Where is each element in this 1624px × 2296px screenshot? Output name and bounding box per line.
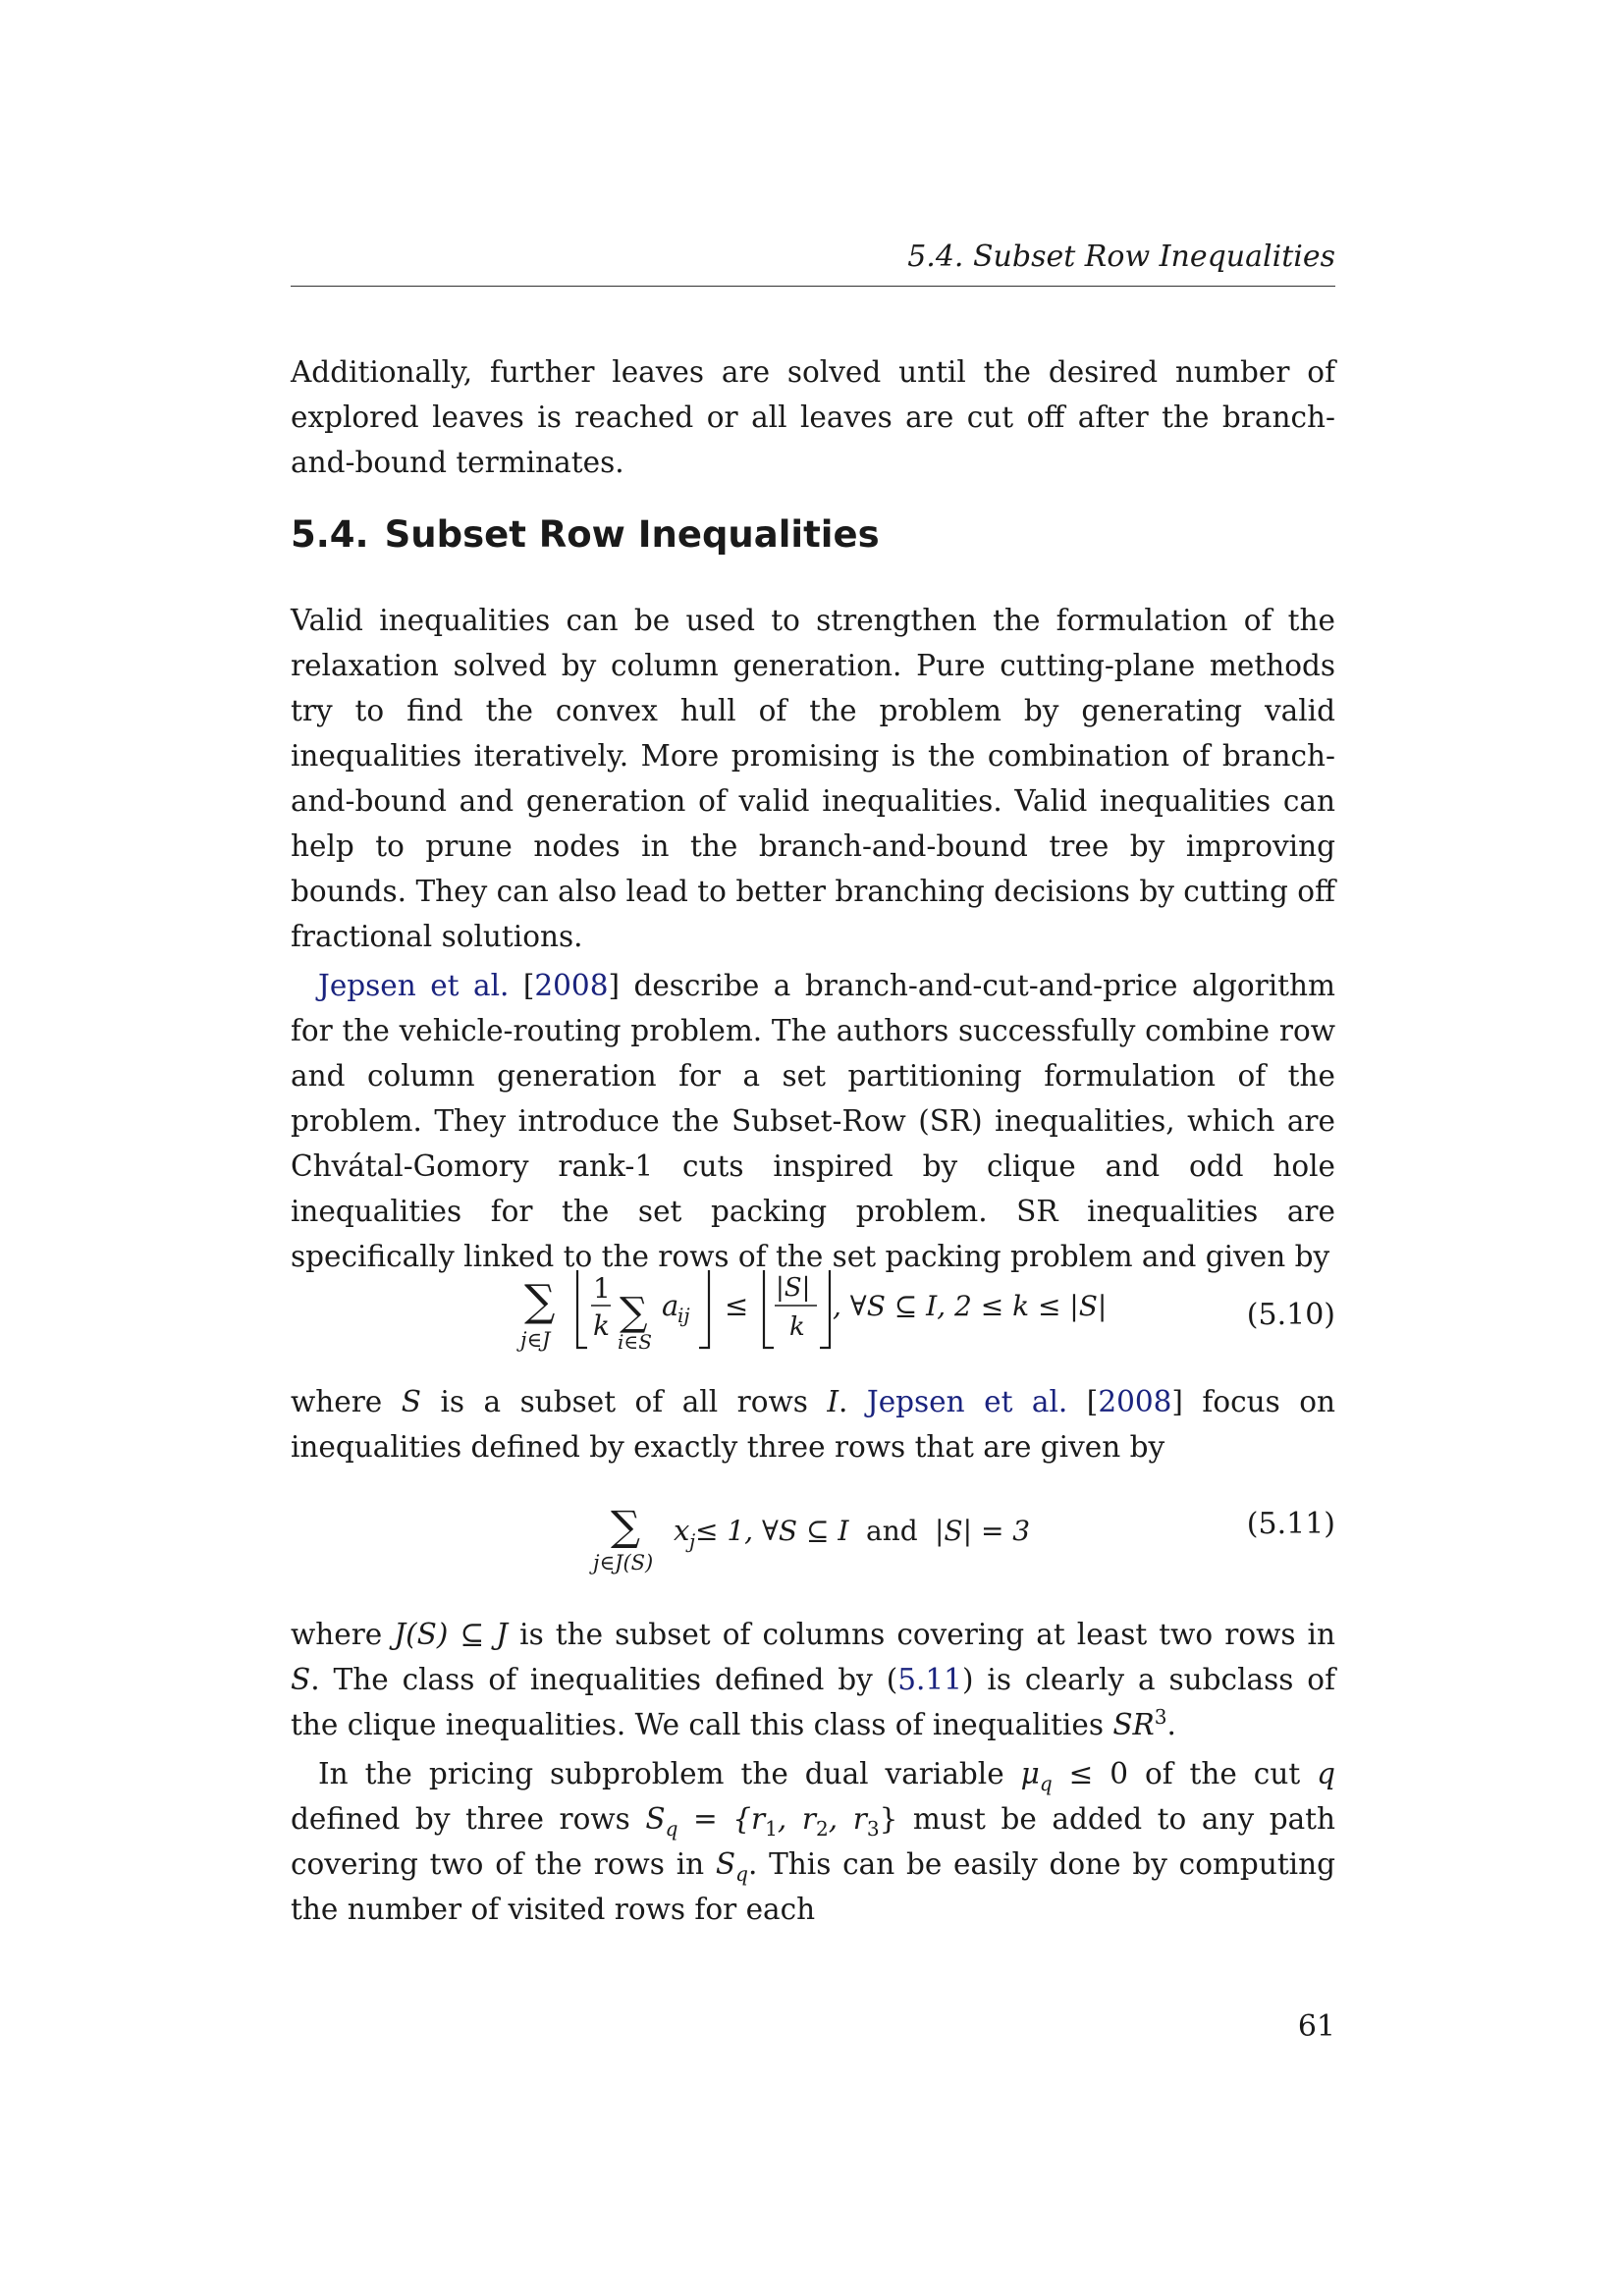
equation-2-and: and — [866, 1515, 918, 1547]
intro-text: Additionally, further leaves are solved until the desired number of explored leaves is reached or all leaves are cut off after the branch-and-bound terminates. — [291, 355, 1335, 479]
rhs-numerator: |S| — [776, 1273, 811, 1303]
running-head: 5.4. Subset Row Inequalities — [907, 240, 1335, 274]
inner-sum-symbol: ∑ — [620, 1290, 648, 1335]
equation-ref-link[interactable]: 5.11 — [897, 1663, 962, 1696]
section-number: 5.4. — [291, 513, 369, 556]
left-floor-bracket — [577, 1270, 587, 1348]
p3-var-i: I — [827, 1385, 839, 1418]
paragraph-2-text: describe a branch-and-cut-and-price algorithm for the vehicle-routing problem. The authors successfully combine row and column generation for a set partitioning formulation of the problem. They introduce the Subset-Row (SR) inequalities, which are Chvátal-Gomory rank-1 cuts inspired by clique and odd hole inequalities for the set packing problem. SR inequalities are specifically linked to the rows of the set packing problem and given by — [291, 969, 1336, 1273]
p4-text-2: . The class of inequalities defined by ( — [310, 1663, 898, 1696]
p5-r1: 1 — [765, 1816, 778, 1841]
p4-sr-sup: 3 — [1154, 1705, 1167, 1730]
p3-where: where — [291, 1385, 402, 1418]
p5-text-5: . This can be easily done by computing the number of visited rows for each — [291, 1847, 1335, 1926]
p4-text-3: ) is clearly a subclass of the clique inequalities. We call this class of inequalities — [291, 1663, 1335, 1741]
citation-link-2[interactable]: Jepsen et al. — [866, 1385, 1068, 1418]
var-x-subscript: j — [689, 1529, 696, 1553]
p4-text-4: . — [1166, 1708, 1176, 1741]
page-number: 61 — [1297, 2009, 1335, 2044]
p4-where: where — [291, 1618, 395, 1651]
p5-sq-2-sub: q — [735, 1861, 748, 1886]
fraction-numerator: 1 — [593, 1272, 611, 1305]
p5-c1: , r — [777, 1802, 816, 1836]
p5-text-1: In the pricing subproblem the dual variable — [318, 1757, 1021, 1790]
p5-mu-sub: q — [1039, 1771, 1053, 1795]
paragraph-1: Valid inequalities can be used to strengthen the formulation of the relaxation solved by column generation. Pure cutting-plane methods try to find the convex hull of the problem by generating valid inequalities iteratively. More promising is the combination of branch-and-bound and generation of valid inequalities. Valid inequalities can help to prune nodes in the branch-and-bound tree by improving bounds. They can also lead to better branching decisions by cutting off fractional solutions. — [291, 604, 1335, 953]
p5-q: q — [1317, 1757, 1335, 1790]
intro-paragraph — [291, 349, 1335, 485]
p3-var-s: S — [401, 1385, 421, 1418]
sum-inner-subscript: i∈S — [618, 1330, 652, 1354]
p4-js: J(S) ⊆ J — [394, 1618, 509, 1651]
fraction-denominator: k — [593, 1309, 610, 1342]
p5-text-2: of the cut — [1128, 1757, 1318, 1790]
p5-text-4: must be added to any path covering two of the rows in — [291, 1802, 1336, 1881]
rhs-right-floor — [820, 1270, 830, 1348]
p4-sr: SR — [1112, 1708, 1155, 1741]
p3-dot: . — [839, 1385, 867, 1418]
equation-condition: , ∀S ⊆ I, 2 ≤ k ≤ |S| — [833, 1290, 1108, 1322]
p5-set-close: } — [879, 1802, 898, 1836]
sum-symbol-2: ∑ — [611, 1502, 640, 1550]
equation-5-11 — [291, 1497, 1335, 1585]
leq-symbol: ≤ — [725, 1289, 749, 1322]
coefficient-subscript: ij — [677, 1304, 690, 1327]
p5-sq: S — [645, 1802, 666, 1836]
p4-text-1: is the subset of columns covering at least two rows in — [508, 1618, 1335, 1651]
right-floor-bracket — [699, 1270, 709, 1348]
sum-outer-subscript: j∈J — [520, 1328, 551, 1352]
p5-mu-rel: ≤ 0 — [1052, 1757, 1129, 1790]
sum-subscript-2: j∈J(S) — [593, 1551, 654, 1575]
paragraph-2: Jepsen et al. [2008] describe a branch-and-cut-and-price algorithm for the vehicle-routing problem. The authors successfully combine row and column generation for a set partitioning formulation of the problem. They introduce the Subset-Row (SR) inequalities, which are Chvátal-Gomory rank-1 cuts inspired by clique and odd hole inequalities for the set packing problem. SR inequalities are specifically linked to the rows of the set packing problem and given by — [291, 969, 1336, 1273]
coefficient-a: a — [662, 1289, 679, 1322]
p5-text-3: defined by three rows — [291, 1802, 646, 1836]
paragraph-3: where S is a subset of all rows I. Jepsen et al. [2008] focus on inequalities defined by exactly three rows that are given by — [291, 1385, 1335, 1464]
equation-2-relation: ≤ 1, ∀S ⊆ I — [695, 1515, 849, 1547]
paragraph-4 — [291, 1612, 1335, 1747]
p5-c2: , r — [828, 1802, 867, 1836]
section-title: Subset Row Inequalities — [384, 513, 880, 556]
p3-text-2: focus on inequalities defined by exactly three rows that are given by — [291, 1385, 1335, 1464]
citation-year-link-2[interactable]: 2008 — [1098, 1385, 1172, 1418]
header-rule — [291, 286, 1335, 287]
citation-year-link[interactable]: 2008 — [534, 969, 609, 1002]
p4-var-s: S — [291, 1663, 311, 1696]
p5-r3: 3 — [866, 1816, 880, 1841]
equation-5-11-formula — [585, 1497, 1096, 1585]
equation-2-cardinality: |S| = 3 — [935, 1515, 1031, 1547]
section-body-3 — [291, 1612, 1335, 1932]
p5-sq-2: S — [715, 1847, 736, 1881]
var-x: x — [674, 1514, 690, 1547]
equation-5-10 — [291, 1256, 1335, 1364]
p5-sq-sub: q — [665, 1816, 678, 1841]
section-heading — [291, 510, 880, 560]
p3-text-1: is a subset of all rows — [420, 1385, 828, 1418]
citation-link[interactable]: Jepsen et al. — [318, 969, 510, 1002]
paragraph-5 — [291, 1751, 1335, 1932]
sum-symbol: ∑ — [524, 1276, 556, 1326]
rhs-denominator: k — [789, 1312, 805, 1342]
section-body-1 — [291, 598, 1335, 1279]
p5-mu: μ — [1020, 1757, 1040, 1790]
section-body-2 — [291, 1379, 1335, 1469]
equation-5-10-formula — [516, 1256, 1125, 1364]
rhs-left-floor — [764, 1270, 774, 1348]
equation-number-5-11: (5.11) — [1246, 1507, 1335, 1541]
p5-r2: 2 — [815, 1816, 829, 1841]
p5-set-open: = {r — [677, 1802, 766, 1836]
equation-number-5-10: (5.10) — [1246, 1298, 1335, 1332]
